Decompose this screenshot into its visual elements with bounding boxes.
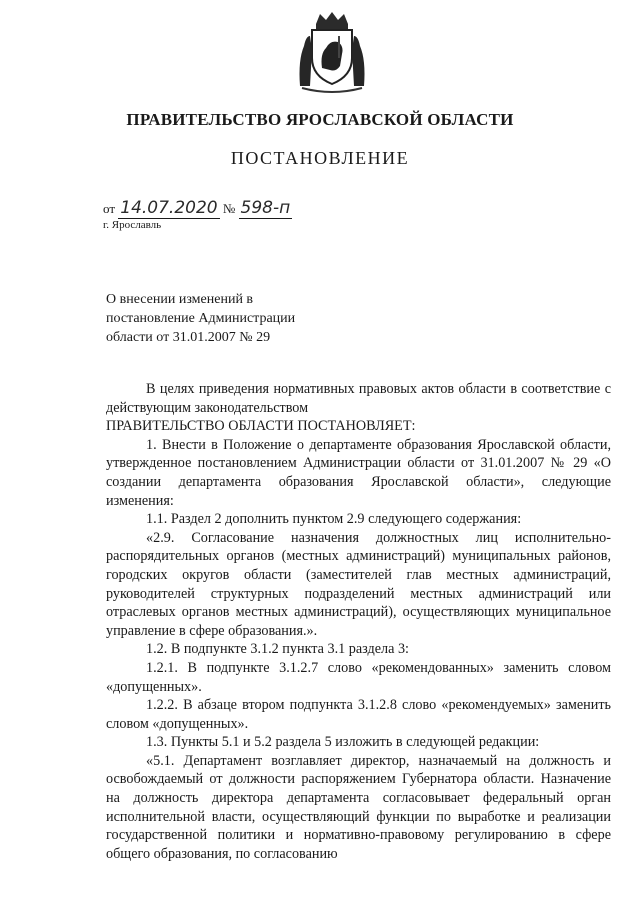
subject-line: О внесении изменений в <box>106 292 254 307</box>
subject-line: постановление Администрации <box>106 311 296 326</box>
paragraph-1: 1. Внести в Положение о департаменте образования Ярославской области, утвержденное постановлением Администрации области от 31.01.2007 № 29 «О создании департамента образования Ярославской области», следующие изменения: <box>106 436 611 509</box>
subject-block <box>106 290 295 347</box>
paragraph-1-2-1: 1.2.1. В подпункте 3.1.2.7 слово «рекомендованных» заменить словом «допущенных». <box>106 659 611 695</box>
quoted-paragraph-5-1: «5.1. Департамент возглавляет директор, назначаемый на должность и освобождаемый от должности распоряжением Губернатора области. Назначение на должность директора департамента согласовывает федеральный орган исполнительной власти, осуществляющий функции по выработке и реализации государственной политики и нормативно-правовому регулированию в сфере общего образования, по согласованию <box>106 752 611 862</box>
city: г. Ярославль <box>103 219 162 231</box>
number-label: № <box>222 201 236 216</box>
handwritten-date: 14.07.2020 <box>120 198 218 218</box>
from-label: от <box>103 201 116 216</box>
government-title: ПРАВИТЕЛЬСТВО ЯРОСЛАВСКОЙ ОБЛАСТИ <box>126 110 514 129</box>
coat-of-arms-icon <box>296 10 368 94</box>
document-type: ПОСТАНОВЛЕНИЕ <box>230 148 410 168</box>
paragraph-1-3: 1.3. Пункты 5.1 и 5.2 раздела 5 изложить в следующей редакции: <box>146 734 540 751</box>
preamble-paragraph: В целях приведения нормативных правовых актов области в соответствие с действующим законодательством <box>106 381 611 416</box>
resolution-heading: ПРАВИТЕЛЬСТВО ОБЛАСТИ ПОСТАНОВЛЯЕТ: <box>106 418 416 435</box>
date-number-line <box>103 198 292 219</box>
handwritten-number: 598-п <box>240 198 291 218</box>
subject-line: области от 31.01.2007 № 29 <box>106 330 271 345</box>
paragraph-1-1: 1.1. Раздел 2 дополнить пунктом 2.9 следующего содержания: <box>146 511 522 528</box>
document-body <box>106 380 611 863</box>
paragraph-1-2-2: 1.2.2. В абзаце втором подпункта 3.1.2.8 слово «рекомендуемых» заменить словом «допущенных». <box>106 697 611 732</box>
quoted-paragraph-2-9: «2.9. Согласование назначения должностных лиц исполнительно-распорядительных органов (местных администраций) муниципальных районов, городских округов области (заместителей глав местных администраций, руководителей структурных подразделений местных администраций или отраслевых органов местных администраций), осуществляющих муниципальное управление в сфере образования.». <box>106 529 611 639</box>
paragraph-1-2: 1.2. В подпункте 3.1.2 пункта 3.1 раздела 3: <box>146 641 409 658</box>
